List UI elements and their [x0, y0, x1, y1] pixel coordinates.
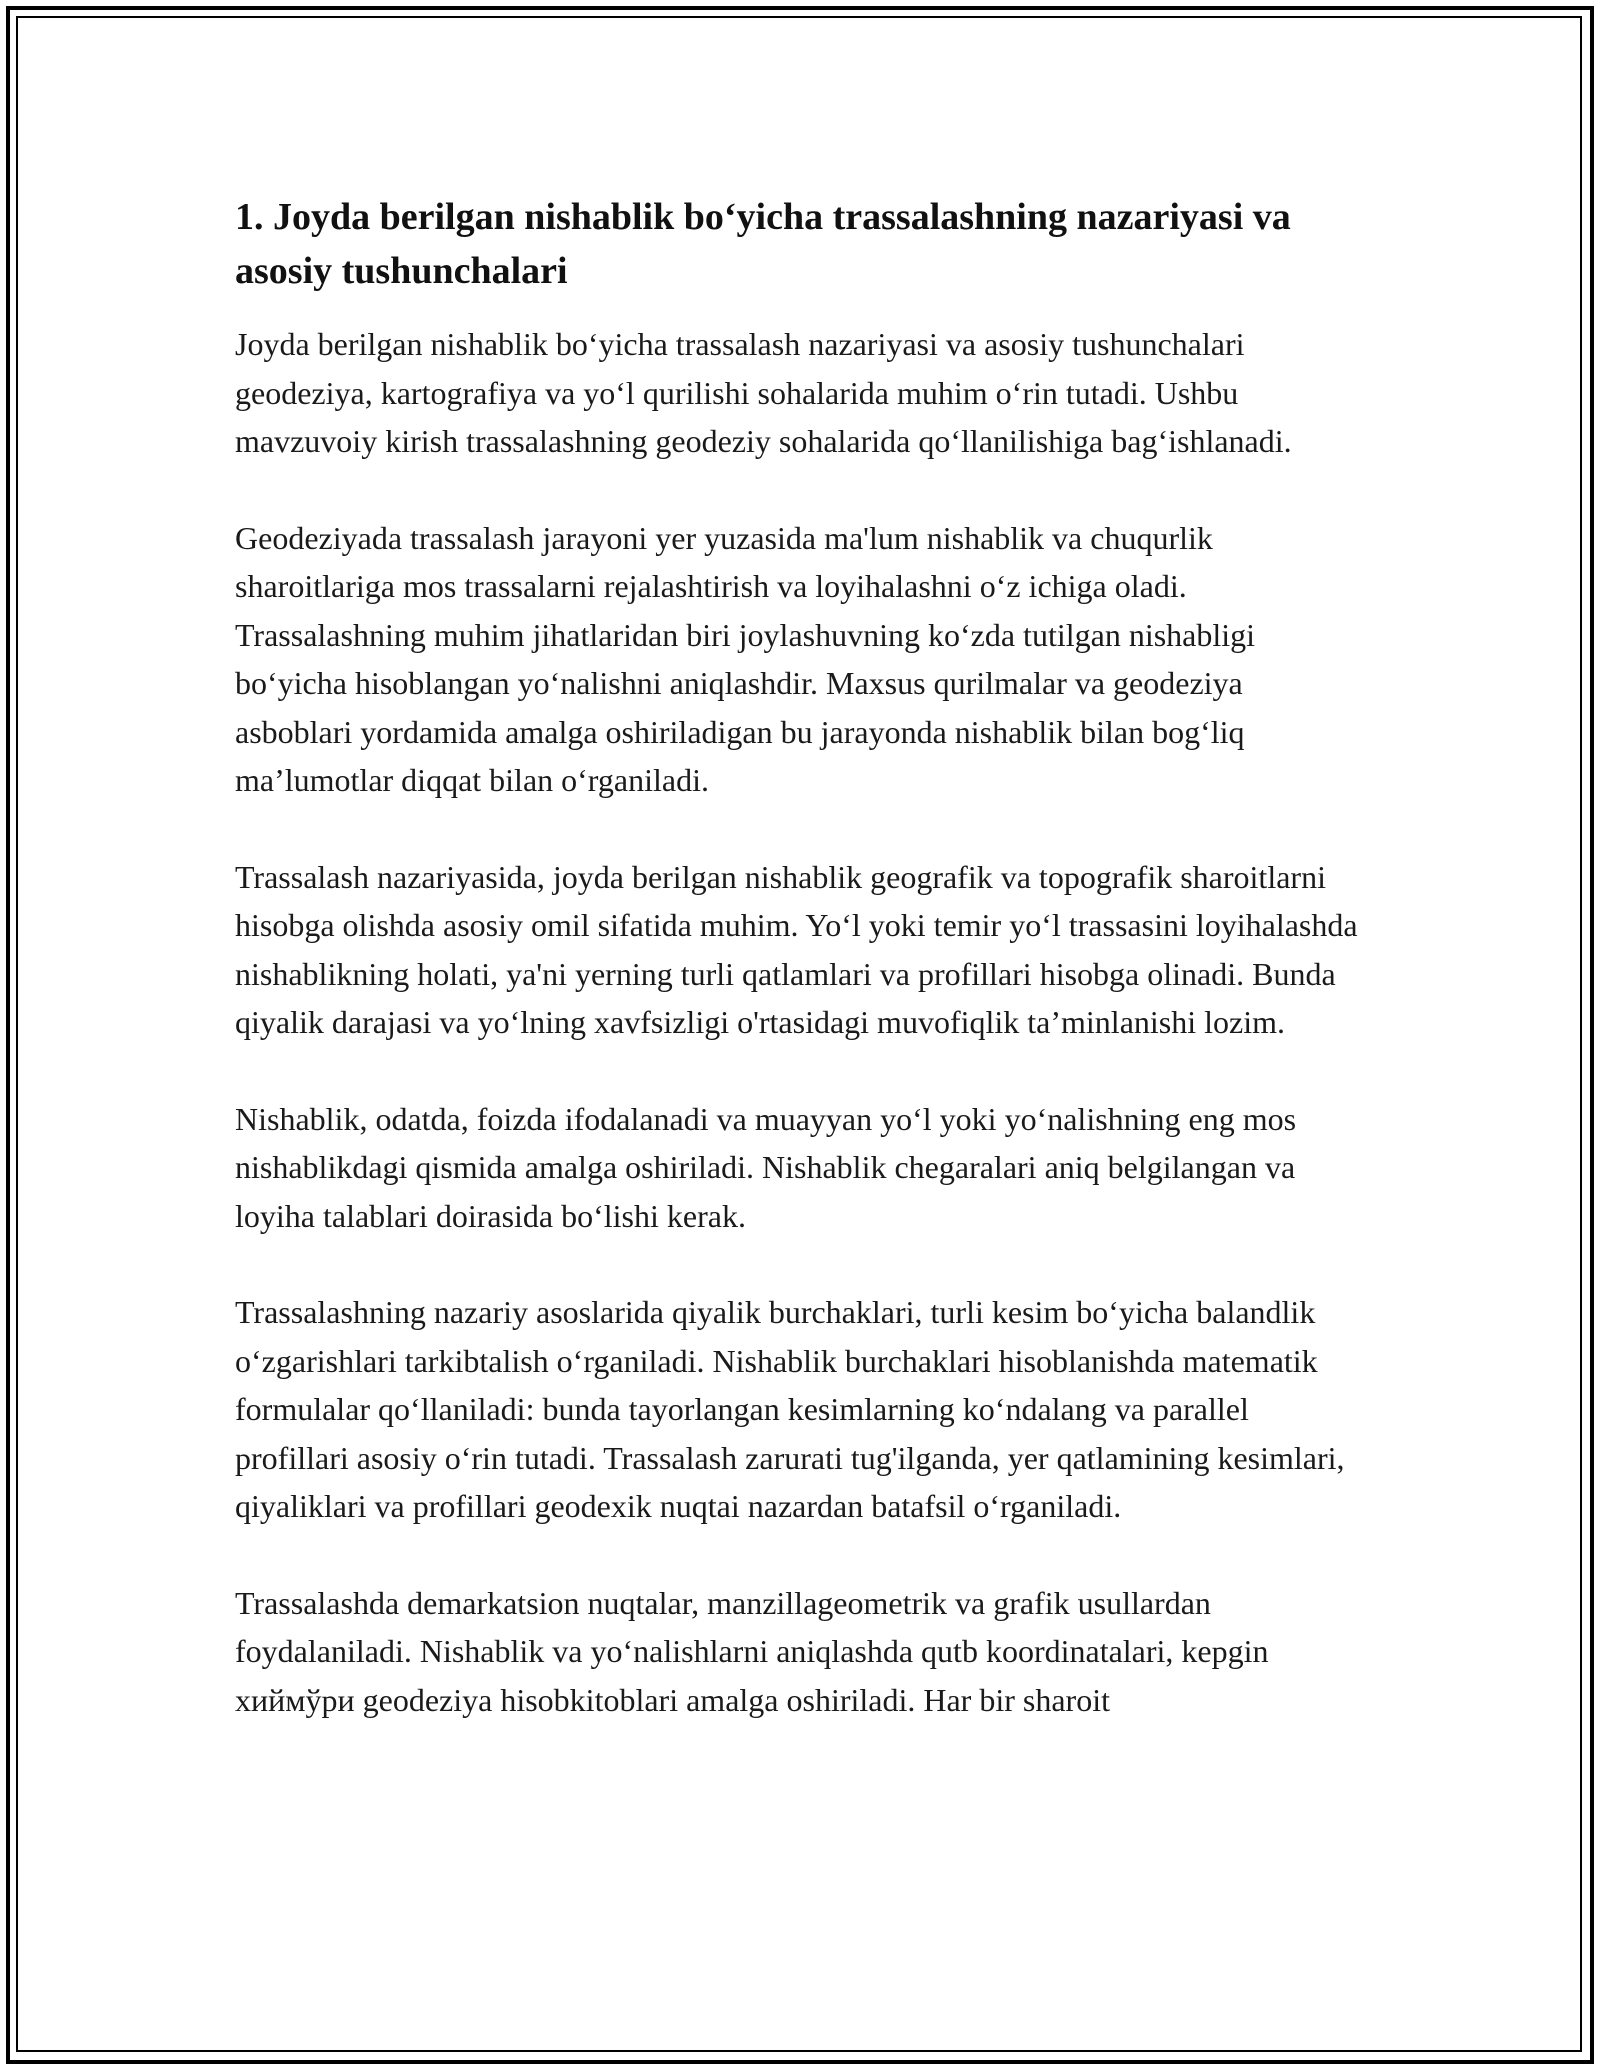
section-heading: 1. Joyda berilgan nishablik bo‘yicha trassalashning nazariyasi va asosiy tushunchalari [235, 196, 1291, 292]
paragraph-3: Trassalash nazariyasida, joyda berilgan nishablik geografik va topografik sharoitlarni hisobga olishda asosiy omil sifatida muhim. Yo‘l yoki temir yo‘l trassasini loyihalashda nishablikning holati, ya'ni yerning turli qatlamlari va profillari hisobga olinadi. Bunda qiyalik darajasi va yo‘lning xavfsizligi o'rtasidagi muvofiqlik ta’minlanishi lozim. [235, 858, 1358, 1040]
paragraph-4: Nishablik, odatda, foizda ifodalanadi va muayyan yo‘l yoki yo‘nalishning eng mos nishablikdagi qismida amalga oshiriladi. Nishablik chegaralari aniq belgilangan va loyiha talablari doirasida bo‘lishi kerak. [235, 1100, 1297, 1234]
paragraph-6: Trassalashda demarkatsion nuqtalar, manzillageometrik va grafik usullardan foydalaniladi. Nishablik va yo‘nalishlarni aniqlashda qutb koordinatalari, kepgin хиймўри geodeziya hisobkitoblari amalga oshiriladi. Har bir sharoit [235, 1584, 1269, 1718]
paragraph-5: Trassalashning nazariy asoslarida qiyalik burchaklari, turli kesim bo‘yicha balandlik o‘zgarishlari tarkibtalish o‘rganiladi. Nishablik burchaklari hisoblanishda matematik formulalar qo‘llaniladi: bunda tayorlangan kesimlarning ko‘ndalang va parallel profillari asosiy o‘rin tutadi. Trassalash zarurati tug'ilganda, yer qatlamining kesimlari, qiyaliklari va profillari geodexik nuqtai nazardan batafsil o‘rganiladi. [235, 1294, 1345, 1524]
paragraph-2: Geodeziyada trassalash jarayoni yer yuzasida ma'lum nishablik va chuqurlik sharoitlariga mos trassalarni rejalashtirish va loyihalashni o‘z ichiga oladi. Trassalashning muhim jihatlaridan biri joylashuvning ko‘zda tutilgan nishabligi bo‘yicha hisoblangan yo‘nalishni aniqlashdir. Maxsus qurilmalar va geodeziya asboblari yordamida amalga oshiriladigan bu jarayonda nishablik bilan bog‘liq ma’lumotlar diqqat bilan o‘rganiladi. [235, 519, 1256, 798]
paragraph-1: Joyda berilgan nishablik bo‘yicha trassalash nazariyasi va asosiy tushunchalari geodeziya, kartografiya va yo‘l qurilishi sohalarida muhim o‘rin tutadi. Ushbu mavzuvoiy kirish trassalashning geodeziy sohalarida qo‘llanilishiga bag‘ishlanadi. [235, 326, 1292, 459]
document-body [235, 190, 1365, 1772]
